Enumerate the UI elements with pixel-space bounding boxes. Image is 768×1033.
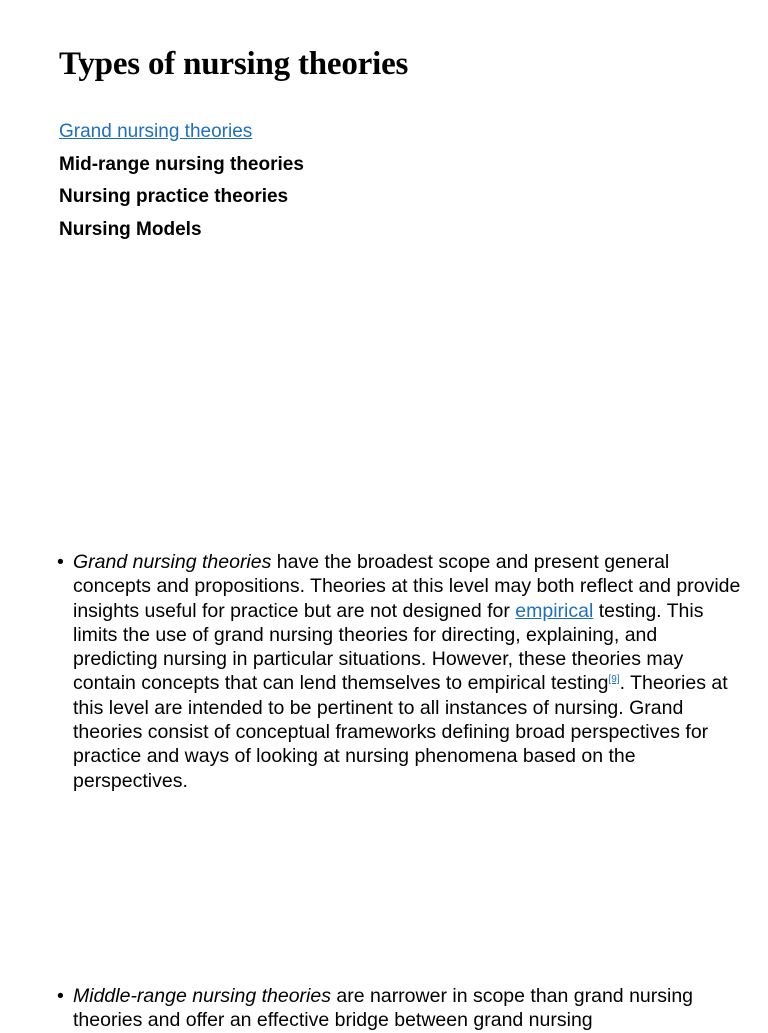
toc-item-models: Nursing Models [59, 218, 202, 240]
bullet-icon: • [57, 985, 64, 1007]
grand-nursing-theories-link[interactable]: Grand nursing theories [59, 121, 253, 142]
toc-item-mid-range: Mid-range nursing theories [59, 153, 304, 175]
toc-item-practice: Nursing practice theories [59, 186, 289, 207]
term-grand: Grand nursing theories [73, 551, 272, 573]
toc-item-grand[interactable] [59, 116, 304, 149]
paragraph-text [73, 550, 747, 793]
empirical-link[interactable]: empirical [515, 599, 594, 622]
theory-types-list [59, 116, 304, 246]
grand-theories-paragraph [57, 550, 747, 793]
text-segment: are narrower in scope than grand nursing theories and offer an effective bridge between grand nursing [73, 985, 694, 1032]
middle-range-paragraph [57, 984, 747, 1033]
bullet-icon: • [57, 551, 64, 573]
text-segment: testing. This limits the use of grand nursing theories for directing, explaining, and predicting nursing in particular situations. However, these theories may contain concepts that can lend themselves to empirical testing [73, 599, 704, 695]
reference-superscript [608, 674, 619, 685]
page-title: Types of nursing theories [59, 46, 409, 82]
paragraph-text [73, 984, 747, 1033]
text-segment: have the broadest scope and present general concepts and propositions. Theories at this level may both reflect and provide insights useful for practice but are not designed for [73, 551, 741, 622]
reference-link[interactable]: [9] [608, 674, 620, 686]
term-middle-range: Middle-range nursing theories [73, 985, 331, 1007]
text-segment: . Theories at this level are intended to be pertinent to all instances of nursing. Grand theories consist of conceptual frameworks defining broad perspectives for practice and ways of looking at nursing phenomena based on the perspectives. [73, 672, 728, 792]
